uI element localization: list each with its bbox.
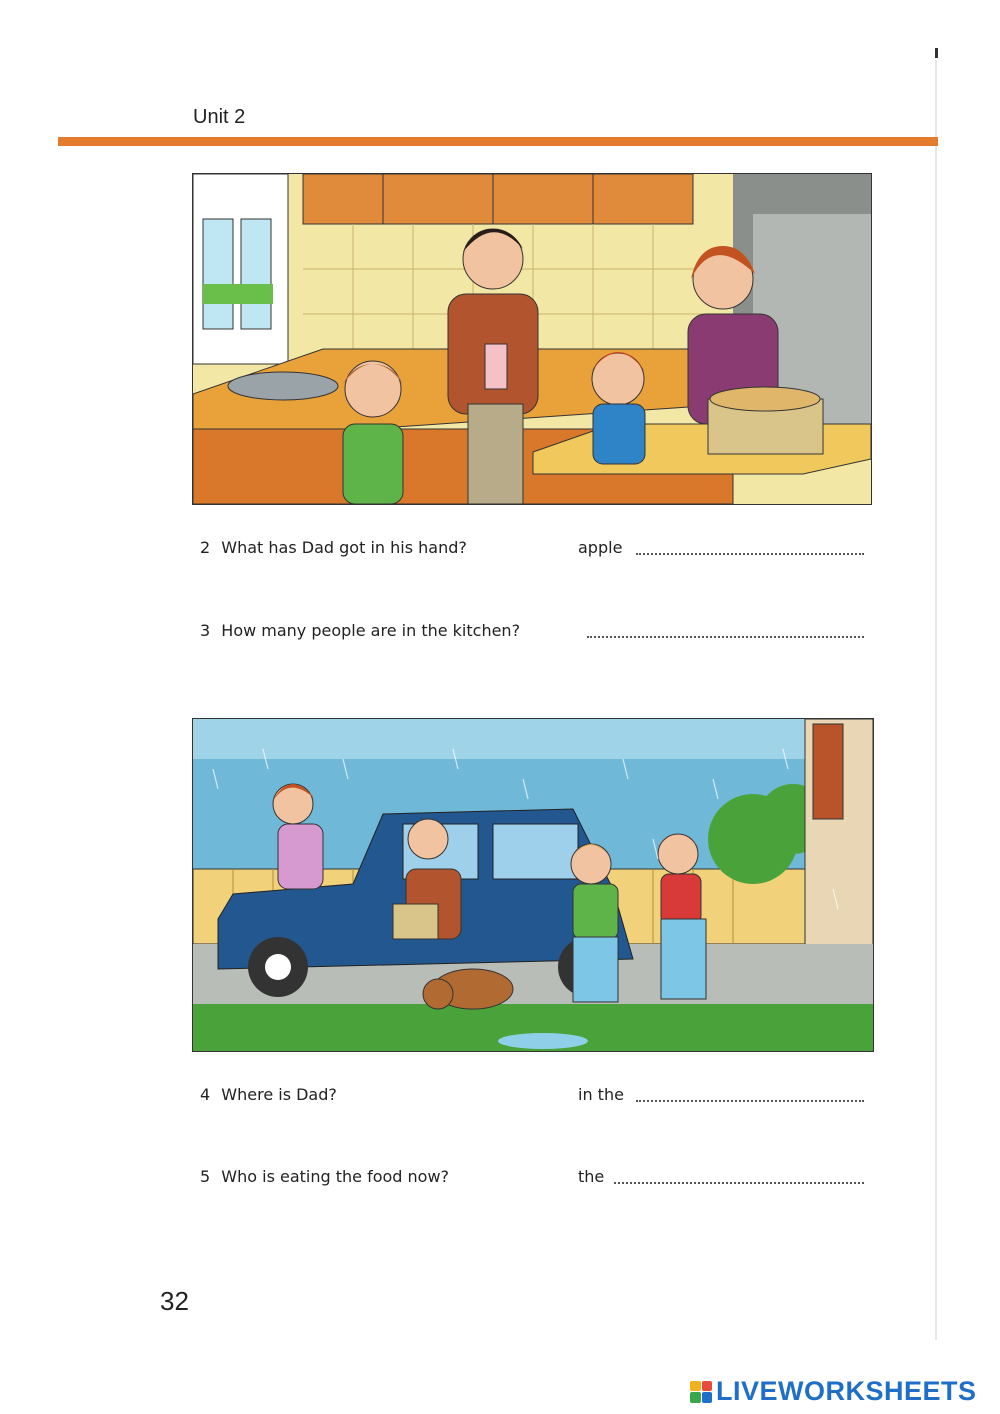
answer-2-blank[interactable] (636, 553, 864, 555)
question-number: 2 (200, 538, 211, 557)
question-text: Who is eating the food now? (221, 1167, 450, 1186)
page-edge-mark (935, 48, 938, 58)
question-number: 5 (200, 1167, 211, 1186)
question-text: Where is Dad? (221, 1085, 337, 1104)
question-number: 3 (200, 621, 211, 640)
question-number: 4 (200, 1085, 211, 1104)
question-4 (200, 1085, 337, 1104)
answer-4-blank[interactable] (636, 1100, 864, 1102)
brand-name: LIVEWORKSHEETS (716, 1376, 977, 1406)
rainy-car-scene-image (192, 718, 874, 1052)
question-2 (200, 538, 467, 557)
question-text: How many people are in the kitchen? (221, 621, 521, 640)
question-5 (200, 1167, 449, 1186)
page-number: 32 (160, 1286, 189, 1316)
kitchen-scene-image (192, 173, 872, 505)
question-text: What has Dad got in his hand? (221, 538, 467, 557)
answer-4-prefix: in the (578, 1085, 624, 1104)
answer-5-blank[interactable] (614, 1182, 864, 1184)
header-rule (58, 137, 938, 146)
page-edge (935, 60, 937, 1340)
liveworksheets-brand[interactable] (690, 1376, 977, 1407)
answer-2-prefix: apple (578, 538, 623, 557)
answer-5-prefix: the (578, 1167, 605, 1186)
question-3 (200, 621, 520, 640)
answer-3-blank[interactable] (587, 636, 864, 638)
liveworksheets-logo-icon (690, 1381, 712, 1403)
unit-title: Unit 2 (193, 106, 246, 128)
